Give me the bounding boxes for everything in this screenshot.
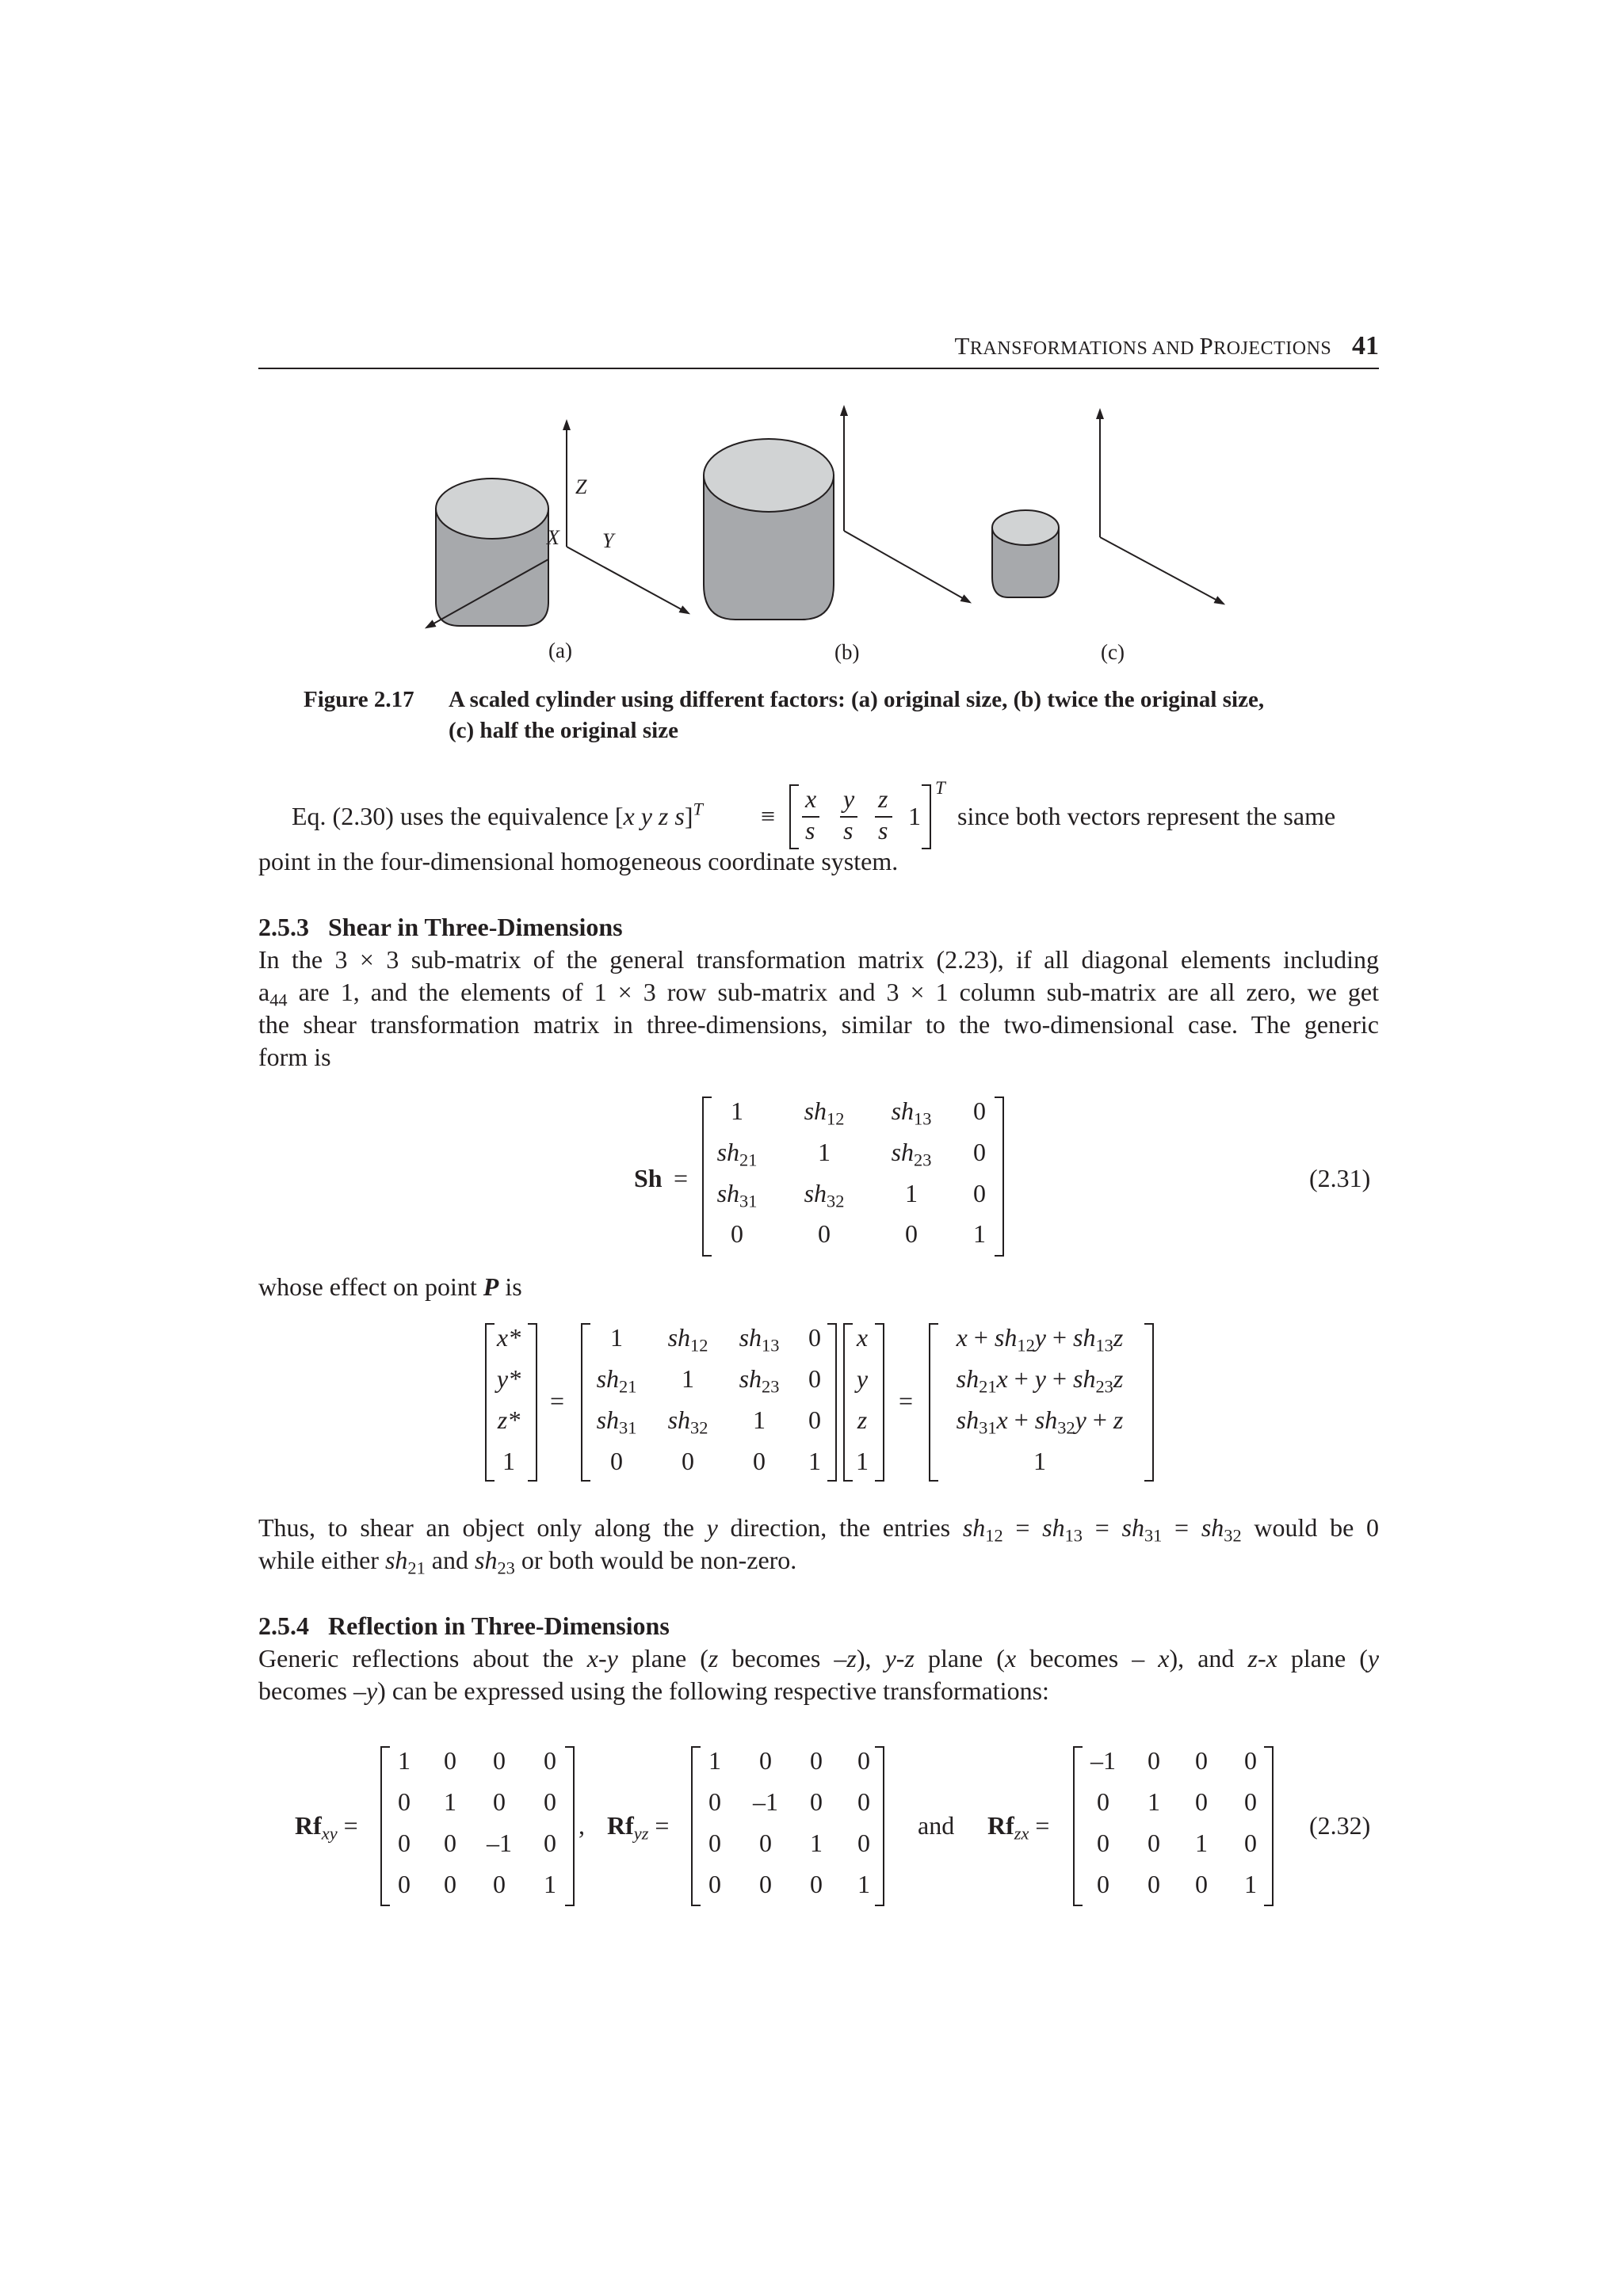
effect-matrix-cell: 1 (610, 1323, 623, 1352)
effect-matrix-cell: 1 (682, 1364, 694, 1393)
rf-yz-cell: 0 (759, 1870, 772, 1898)
rf-zx-cell: 0 (1244, 1746, 1257, 1775)
panel-label-b: (b) (834, 640, 860, 664)
panel-label-a: (a) (548, 639, 572, 662)
sh-matrix-cell: $sh_{21}$ (716, 1138, 758, 1170)
rf-zx-cell: 0 (1097, 1870, 1109, 1898)
effect-lhs-right-bracket (528, 1323, 537, 1482)
rf-xy-cell: 0 (493, 1870, 506, 1898)
rf-xy-cell: 0 (444, 1870, 456, 1898)
effect-m-left-bracket (581, 1323, 590, 1482)
rf-xy-cell: 0 (444, 1829, 456, 1857)
rf-xy-label: $Rf_{xy}$ = (295, 1811, 358, 1844)
effect-matrix-cell: 0 (610, 1447, 623, 1475)
effect-matrix-cell: 0 (808, 1405, 821, 1434)
effect-rhs-cell: $sh_{21}x + y + sh_{23}z$ (956, 1364, 1124, 1397)
effect-vec-right-bracket (875, 1323, 884, 1482)
rf-xy-cell: –1 (487, 1829, 512, 1857)
rf-xy-cell: 0 (493, 1746, 506, 1775)
caption-label: Figure 2.17 (304, 687, 414, 712)
effect-matrix-cell: $sh_{21}$ (596, 1364, 637, 1397)
panel-c-axes (1100, 414, 1220, 602)
effect-vector-cell: z (857, 1405, 868, 1434)
sh-matrix-cell: $sh_{23}$ (891, 1138, 932, 1170)
rf-yz-cell: 0 (810, 1787, 823, 1816)
effect-lhs-cell: y* (496, 1364, 521, 1393)
section-253-body: In the 3 × 3 sub-matrix of the general transformation matrix (2.23), if all diagonal elements including $a_{44}$ are 1, and the elements of 1 × 3 row sub-matrix and 3 × 1 column sub-matrix are all zero, we get the shear transformation matrix in three-dimensions, similar to the two-dimensional case. The generic form is (258, 945, 1379, 1071)
sh-symbol: Sh (634, 1164, 663, 1192)
rf-zx-cell: 0 (1148, 1746, 1160, 1775)
running-header (935, 331, 1379, 361)
sh-matrix-cell: 0 (731, 1219, 743, 1248)
rf-zx-cell: 0 (1195, 1787, 1208, 1816)
effect-rhs-right-bracket (1144, 1323, 1154, 1482)
effect-rhs-cell: 1 (1033, 1447, 1046, 1475)
rf-xy-cell: 0 (398, 1870, 411, 1898)
rf-xy-right-bracket (565, 1746, 575, 1906)
after-effect-paragraph: Thus, to shear an object only along the y direction, the entries $sh_{12} = sh_{13} = sh_{31} = sh_{32}$ would be 0 while either $sh_{21}$ and $sh_{23}$ or both would be non-zero. (258, 1513, 1380, 1578)
effect-matrix-cell: $sh_{12}$ (667, 1323, 708, 1356)
section-254-body: Generic reflections about the x-y plane (z becomes –z), y-z plane (x becomes – x), and z-x plane (y becomes –y) can be expressed using the following respective transformations: (258, 1644, 1380, 1705)
rf-yz-cell: 0 (708, 1829, 721, 1857)
sh-matrix-cell: 1 (818, 1138, 831, 1166)
axis-label-x: X (547, 526, 559, 549)
running-title: TRANSFORMATIONS AND PROJECTIONS (954, 332, 1332, 360)
sh-matrix-cell: 0 (905, 1219, 918, 1248)
rf-xy-cell: 0 (544, 1829, 556, 1857)
sh-matrix-cell: $sh_{12}$ (804, 1097, 845, 1129)
effect-vector-cell: 1 (856, 1447, 869, 1475)
eq-230-right-bracket (922, 784, 931, 849)
effect-m-right-bracket (827, 1323, 837, 1482)
rf-zx-cell: 0 (1244, 1787, 1257, 1816)
rf-yz-label: $Rf_{yz}$ = (607, 1811, 670, 1844)
effect-matrix-cell: 0 (682, 1447, 694, 1475)
rf-yz-right-bracket (875, 1746, 884, 1906)
panel-b-axes (844, 410, 967, 601)
rf-zx-cell: –1 (1090, 1746, 1116, 1775)
effect-lhs-cell: x* (496, 1323, 521, 1352)
caption-line-2: (c) half the original size (449, 718, 678, 743)
effect-rhs-left-bracket (929, 1323, 938, 1482)
rf-zx-cell: 0 (1097, 1787, 1109, 1816)
effect-vector-cell: y (856, 1364, 869, 1393)
rf-yz-cell: 0 (759, 1746, 772, 1775)
sh-matrix-left-bracket (702, 1097, 712, 1257)
equiv-symbol: ≡ (761, 802, 776, 830)
panel-b-cylinder (704, 439, 834, 620)
rf-zx-label: $Rf_{zx}$ = (987, 1811, 1050, 1844)
rf-xy-cell: 1 (398, 1746, 411, 1775)
eq-230-line-2: point in the four-dimensional homogeneous coordinate system. (258, 847, 899, 875)
rf-zx-left-bracket (1073, 1746, 1083, 1906)
effect-vec-left-bracket (843, 1323, 853, 1482)
effect-intro: whose effect on point P is (258, 1272, 522, 1301)
sh-matrix-right-bracket (995, 1097, 1004, 1257)
sh-matrix-cell: 0 (818, 1219, 831, 1248)
rf-xy-cell: 1 (444, 1787, 456, 1816)
rf-zx-cell: 0 (1148, 1870, 1160, 1898)
sh-matrix-cell: 1 (731, 1097, 743, 1125)
caption-line-1: A scaled cylinder using different factors: (a) original size, (b) twice the original size, (449, 687, 1265, 712)
effect-rhs-cell: $sh_{31}x + sh_{32}y + z$ (956, 1405, 1124, 1438)
effect-matrix-cell: $sh_{23}$ (739, 1364, 780, 1397)
rf-yz-cell: 0 (857, 1787, 870, 1816)
effect-matrix-cell: 1 (753, 1405, 766, 1434)
rf-zx-right-bracket (1264, 1746, 1274, 1906)
header-rule (258, 368, 1379, 369)
rf-yz-cell: 0 (708, 1787, 721, 1816)
rf-zx-cell: 1 (1244, 1870, 1257, 1898)
rf-yz-cell: 0 (708, 1870, 721, 1898)
rf-zx-cell: 1 (1195, 1829, 1208, 1857)
page-number: 41 (1352, 331, 1379, 360)
rf-yz-cell: 1 (857, 1870, 870, 1898)
sh-matrix-cell: 1 (973, 1219, 986, 1248)
sh-matrix-cell: 0 (973, 1179, 986, 1207)
rf-xy-cell: 0 (544, 1787, 556, 1816)
sh-matrix-cell: $sh_{32}$ (804, 1179, 845, 1211)
axis-label-z: Z (575, 475, 587, 498)
rf-xy-cell: 1 (544, 1870, 556, 1898)
rf-zx-cell: 1 (1148, 1787, 1160, 1816)
effect-matrix-cell: 0 (808, 1323, 821, 1352)
rf-yz-cell: 0 (810, 1870, 823, 1898)
sh-matrix-cell: 0 (973, 1097, 986, 1125)
rf-xy-cell: 0 (398, 1829, 411, 1857)
rf-xy-cell: 0 (444, 1746, 456, 1775)
figure-caption (304, 685, 1413, 746)
effect-rhs-cell: $x + sh_{12}y + sh_{13}z$ (956, 1323, 1124, 1356)
effect-vector-cell: x (856, 1323, 869, 1352)
rf-zx-cell: 0 (1195, 1746, 1208, 1775)
effect-matrix-cell: 1 (808, 1447, 821, 1475)
panel-a-cylinder (436, 479, 548, 626)
rf-yz-cell: 1 (708, 1746, 721, 1775)
sh-matrix-cell: $sh_{13}$ (891, 1097, 932, 1129)
sh-matrix-cell: 1 (905, 1179, 918, 1207)
panel-c-cylinder (992, 510, 1059, 597)
rf-yz-cell: 0 (759, 1829, 772, 1857)
rf-yz-left-bracket (691, 1746, 701, 1906)
rf-zx-cell: 0 (1148, 1829, 1160, 1857)
effect-matrix-cell: 0 (808, 1364, 821, 1393)
rf-zx-cell: 0 (1195, 1870, 1208, 1898)
eq-230-line: Eq. (2.30) uses the equivalence [x y z s]$^T$ (292, 799, 703, 830)
rf-xy-cell: 0 (398, 1787, 411, 1816)
section-heading-253: 2.5.3 Shear in Three-Dimensions (258, 913, 623, 941)
effect-lhs-cell: z* (497, 1405, 521, 1434)
rf-yz-cell: 0 (857, 1829, 870, 1857)
effect-lhs-cell: 1 (502, 1447, 515, 1475)
effect-matrix-cell: $sh_{32}$ (667, 1405, 708, 1438)
rf-xy-cell: 0 (544, 1746, 556, 1775)
eq-number-231: (2.31) (1309, 1164, 1371, 1192)
rf-zx-cell: 0 (1244, 1829, 1257, 1857)
rf-yz-cell: 0 (810, 1746, 823, 1775)
figure-cylinders (412, 396, 1284, 666)
rf-yz-cell: 0 (857, 1746, 870, 1775)
rf-xy-cell: 0 (493, 1787, 506, 1816)
rf-yz-cell: –1 (753, 1787, 778, 1816)
effect-matrix-cell: $sh_{31}$ (596, 1405, 637, 1438)
sh-matrix-cell: 0 (973, 1138, 986, 1166)
panel-label-c: (c) (1101, 640, 1125, 664)
effect-matrix-cell: $sh_{13}$ (739, 1323, 780, 1356)
effect-matrix-cell: 0 (753, 1447, 766, 1475)
eq-230-left-bracket (789, 784, 799, 849)
rf-yz-cell: 1 (810, 1829, 823, 1857)
rf-zx-cell: 0 (1097, 1829, 1109, 1857)
sh-matrix-cell: $sh_{31}$ (716, 1179, 758, 1211)
section-heading-254: 2.5.4 Reflection in Three-Dimensions (258, 1611, 670, 1640)
effect-lhs-left-bracket (485, 1323, 495, 1482)
eq-number-232: (2.32) (1309, 1811, 1371, 1840)
axis-label-y: Y (602, 529, 614, 552)
rf-xy-left-bracket (380, 1746, 390, 1906)
